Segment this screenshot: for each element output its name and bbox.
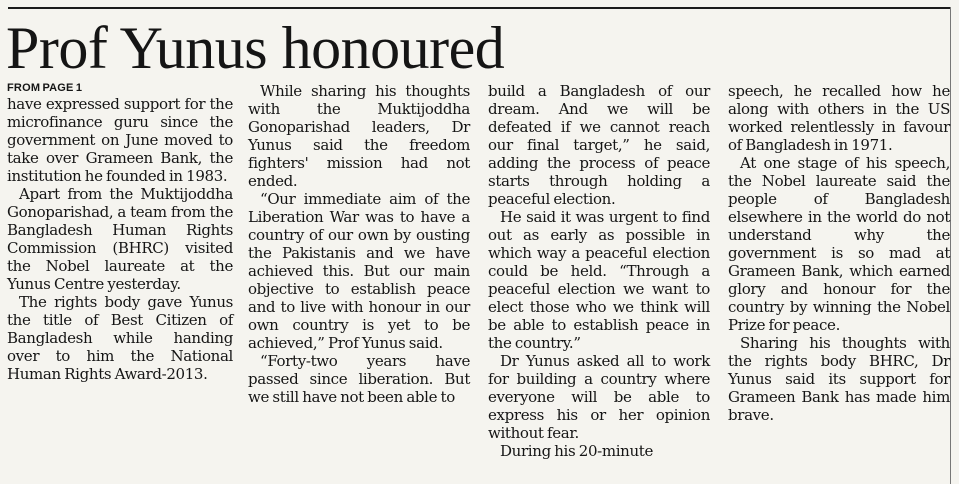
paragraph: While sharing his thoughts with the Muktijoddha Gonoparishad leaders, Dr Yunus said the freedom fighters' mission had not ended. xyxy=(248,82,470,190)
paragraph: Apart from the Muktijoddha Gonoparishad, a team from the Bangladesh Human Rights Commission (BHRC) visited the Nobel laureate at the Yunus Centre yesterday. xyxy=(7,185,233,293)
column-divider xyxy=(950,7,951,484)
top-rule xyxy=(8,7,951,9)
paragraph: speech, he recalled how he along with others in the US worked relentlessly in favour of Bangladesh in 1971. xyxy=(728,82,950,154)
article-column-2 xyxy=(248,82,470,406)
headline: Prof Yunus honoured xyxy=(6,15,505,81)
paragraph: Sharing his thoughts with the rights body BHRC, Dr Yunus said its support for Grameen Bank has made him brave. xyxy=(728,334,950,424)
paragraph: During his 20-minute xyxy=(500,442,654,460)
paragraph: “Forty-two years have passed since liberation. But we still have not been able to xyxy=(248,352,470,406)
article-column-4 xyxy=(728,82,950,424)
article-column-3 xyxy=(488,82,710,460)
paragraph: “Our immediate aim of the Liberation War was to have a country of our own by ousting the Pakistanis and we have achieved this. But our main objective to establish peace and to live with honour in our own country is yet to be achieved,” Prof Yunus said. xyxy=(248,190,470,352)
paragraph: Dr Yunus asked all to work for building a country where everyone will be able to express his or her opinion without fear. xyxy=(488,352,710,442)
paragraph: The rights body gave Yunus the title of Best Citizen of Bangladesh while handing over to him the National Human Rights Award-2013. xyxy=(7,293,233,383)
kicker: FROM PAGE 1 xyxy=(7,82,83,94)
paragraph: At one stage of his speech, the Nobel laureate said the people of Bangladesh elsewhere in the world do not understand why the government is so mad at Grameen Bank, which earned glory and honour for the country by winning the Nobel Prize for peace. xyxy=(728,154,950,334)
paragraph: have expressed support for the microfinance guru since the government on June moved to take over Grameen Bank, the institution he founded in 1983. xyxy=(7,95,233,185)
paragraph: build a Bangladesh of our dream. And we will be defeated if we cannot reach our final target,” he said, adding the process of peace starts through holding a peaceful election. xyxy=(488,82,710,208)
article-column-1 xyxy=(7,82,233,383)
paragraph: He said it was urgent to find out as early as possible in which way a peaceful election could be held. “Through a peaceful election we want to elect those who we think will be able to establish peace in the country.” xyxy=(488,208,710,352)
